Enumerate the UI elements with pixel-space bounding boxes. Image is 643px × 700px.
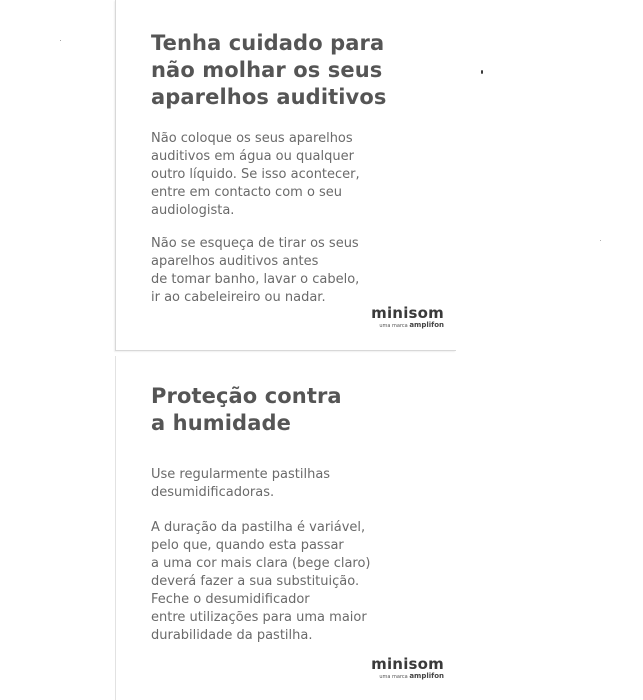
scan-speck	[481, 70, 483, 74]
scan-speck	[600, 240, 601, 241]
logo-tagline-brand: amplifon	[409, 321, 444, 329]
logo-tagline	[334, 322, 444, 330]
card-water-care	[115, 0, 456, 351]
card-paragraph-2: Não se esqueça de tirar os seus aparelhos auditivos antes de tomar banho, lavar o cabelo, ir ao cabeleireiro ou nadar.	[151, 236, 360, 305]
card-paragraph-1: Não coloque os seus aparelhos auditivos em água ou qualquer outro líquido. Se isso acontecer, entre em contacto com o seu audiologista.	[151, 131, 360, 218]
logo-brand: minisom	[371, 655, 444, 673]
logo-brand: minisom	[371, 304, 444, 322]
logo-tagline-prefix: uma marca	[379, 674, 408, 680]
scan-speck	[60, 40, 61, 41]
card-paragraph-2: A duração da pastilha é variável, pelo que, quando esta passar a uma cor mais clara (bege claro) deverá fazer a sua substituição. Feche o desumidificador entre utilizações para uma maior durabilidade da pastilha.	[151, 520, 371, 643]
logo-tagline	[334, 673, 444, 681]
card-paragraph-1: Use regularmente pastilhas desumidificadoras.	[151, 467, 331, 500]
card-humidity-protection	[115, 356, 456, 700]
logo-tagline-prefix: uma marca	[379, 323, 408, 329]
minisom-logo	[334, 305, 444, 330]
card-title: Tenha cuidado para não molhar os seus aparelhos auditivos	[151, 31, 387, 109]
minisom-logo	[334, 656, 444, 681]
logo-tagline-brand: amplifon	[409, 672, 444, 680]
card-title: Proteção contra a humidade	[151, 384, 342, 435]
